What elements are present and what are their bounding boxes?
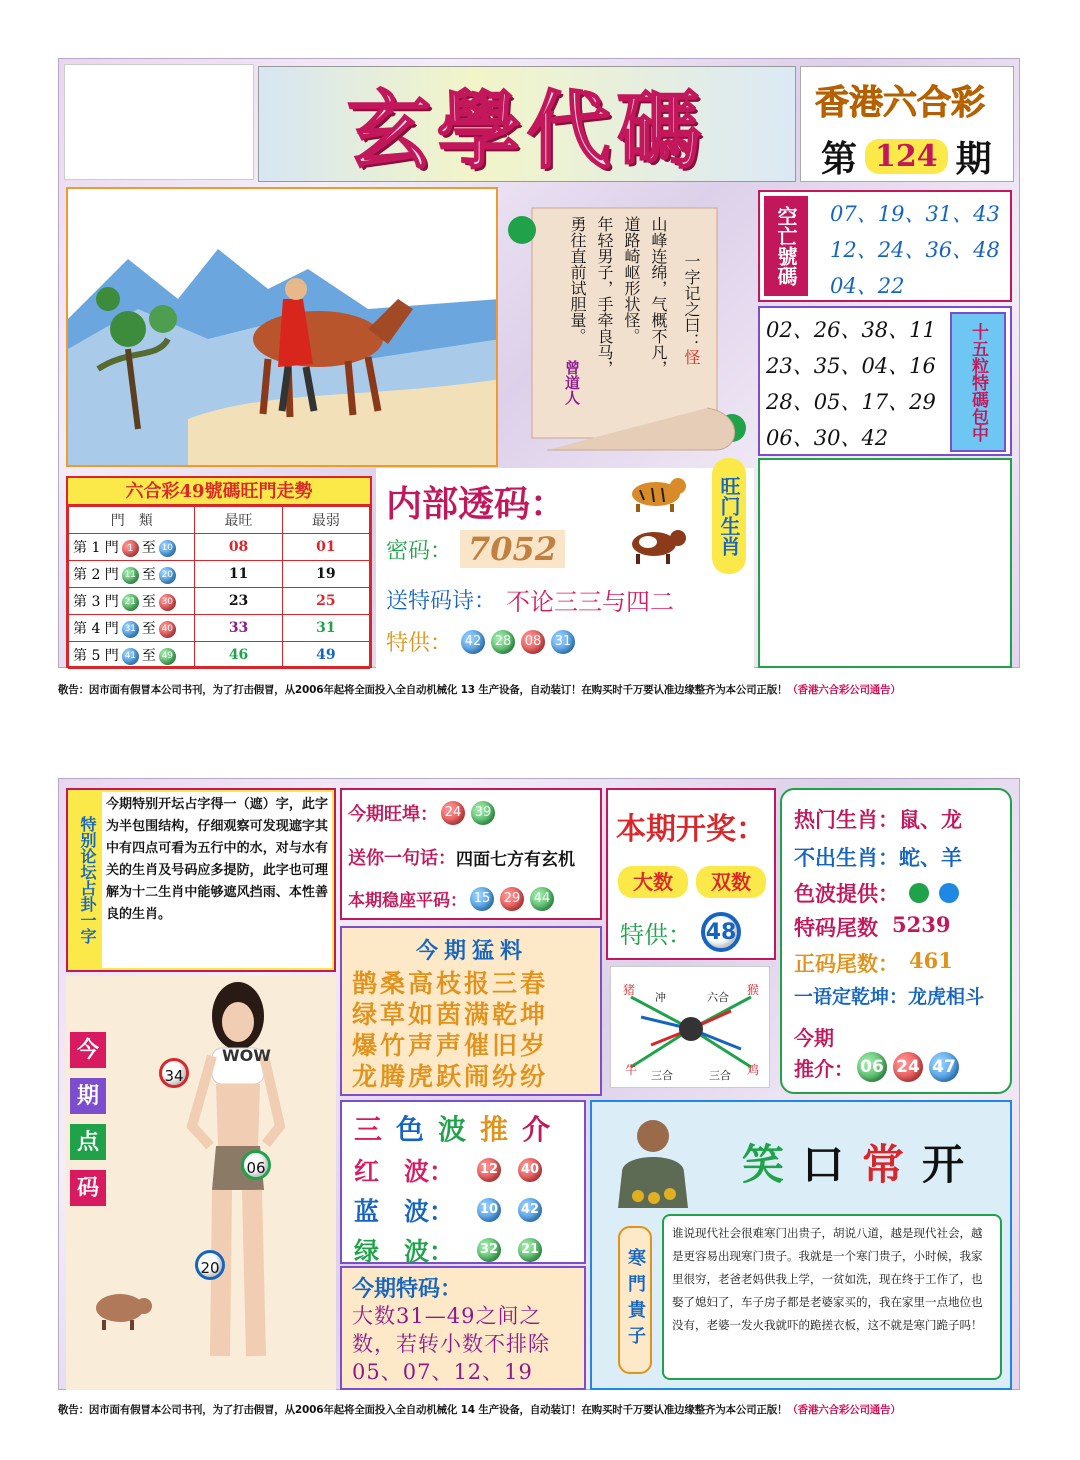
title-banner <box>258 66 796 182</box>
shirt-text: WOW <box>222 1046 271 1065</box>
gift-value: 四面七方有玄机 <box>456 849 575 870</box>
wave-label-red: 红 波： <box>354 1157 455 1186</box>
scroll-heading-text: 一字记之曰： <box>682 253 701 349</box>
wave-row-green <box>354 1232 545 1268</box>
special-code-box <box>340 1266 586 1390</box>
steady-ball-3: 44 <box>530 887 554 911</box>
special-label: 特供： <box>386 631 453 656</box>
door-sep: 至 <box>141 594 156 610</box>
worst-cell: 01 <box>282 534 369 561</box>
fierce-title: 今期猛料 <box>415 938 528 964</box>
draw-even: 双数 <box>696 866 766 898</box>
wang-ball-2: 39 <box>471 801 495 825</box>
wave-label-green: 绿 波： <box>354 1237 455 1266</box>
wave-row-red <box>354 1152 545 1188</box>
worst-cell: 31 <box>282 615 369 642</box>
compass-sanhe-2: 三合 <box>709 1069 731 1082</box>
cold-value: 蛇、羊 <box>899 845 962 870</box>
wave-ball-green-2: 21 <box>518 1238 542 1262</box>
compass-liuhe: 六合 <box>707 991 729 1004</box>
hot-row <box>794 804 962 834</box>
door-col-header: 門 類 <box>69 507 195 534</box>
tail-row <box>794 912 950 942</box>
door-cell <box>69 561 195 588</box>
wave-ball-blue-1: 10 <box>477 1198 501 1222</box>
ox-icon <box>626 522 688 566</box>
special-ball-4: 31 <box>551 630 575 654</box>
best-cell: 08 <box>195 534 282 561</box>
tiger-icon <box>626 470 688 514</box>
door-table-box <box>66 476 372 668</box>
pass-value: 7052 <box>460 530 565 568</box>
door-cell <box>69 588 195 615</box>
door-to-ball: 49 <box>159 648 176 665</box>
door-sep: 至 <box>141 567 156 583</box>
wave-title-3: 波 <box>438 1113 467 1146</box>
door-name: 第 5 門 <box>73 648 119 664</box>
steady-ball-2: 29 <box>500 887 524 911</box>
color-label: 色波提供： <box>794 881 899 906</box>
fifteen-line-1: 02、26、38、11 <box>766 318 936 342</box>
laugh-title-2: 口 <box>802 1140 845 1189</box>
door-sep: 至 <box>141 648 156 664</box>
laugh-title-4: 开 <box>922 1140 965 1189</box>
poor-label: 寒門貴子 <box>618 1226 652 1374</box>
money-bag-icon <box>608 1112 698 1212</box>
recommend-label-2: 推介： <box>794 1056 854 1081</box>
tail-label: 特码尾数 <box>794 915 878 940</box>
wang-label: 旺门生肖 <box>712 458 746 574</box>
forum-box <box>66 788 336 972</box>
color-row <box>794 878 959 908</box>
point-label-char-4: 码 <box>70 1170 106 1206</box>
special-code-text: 大数31—49之间之数，若转小数不排除05、07、12、19 <box>352 1304 550 1384</box>
scroll-line-2: 道路崎岖形状怪。 <box>622 216 641 344</box>
notice-tag: （香港六合彩公司通告） <box>787 1404 901 1416</box>
hot-value: 鼠、龙 <box>899 807 962 832</box>
compass-ox: 牛 <box>625 1063 638 1077</box>
door-from-ball: 31 <box>122 621 139 638</box>
wave-title <box>354 1108 550 1148</box>
fifteen-label: 十五粒特碼包中 <box>950 312 1006 452</box>
door-to-ball: 10 <box>159 540 176 557</box>
fifteen-line-2: 23、35、04、16 <box>766 354 936 378</box>
pass-label: 密码： <box>386 538 453 564</box>
green-dot-icon <box>909 883 929 903</box>
laugh-title-3: 常 <box>862 1140 905 1189</box>
special-ball-1: 42 <box>461 630 485 654</box>
fifteen-number-box <box>758 306 1012 456</box>
recommend-ball-3: 47 <box>929 1052 959 1082</box>
ztail-label: 正码尾数： <box>794 951 899 976</box>
compass-chong: 冲 <box>655 991 666 1004</box>
steady-ball-1: 15 <box>470 887 494 911</box>
inside-title: 内部透码： <box>386 483 567 525</box>
cold-label: 不出生肖： <box>794 845 899 870</box>
scroll-line-1: 山峰连绵，气概不凡， <box>649 216 668 376</box>
worst-cell: 19 <box>282 561 369 588</box>
door-name: 第 3 門 <box>73 594 119 610</box>
recommend-row <box>794 1052 962 1082</box>
door-name: 第 4 門 <box>73 621 119 637</box>
blue-dot-icon <box>939 883 959 903</box>
compass-box <box>610 966 770 1088</box>
point-ball-3: 20 <box>195 1250 225 1280</box>
issue-prefix: 第 <box>821 138 858 180</box>
steady-row <box>348 886 557 911</box>
wang-row <box>348 800 498 826</box>
mountain-horse-picture <box>68 189 498 467</box>
poem-row <box>386 582 674 617</box>
fierce-lines <box>352 968 548 1092</box>
scroll-line-3: 年轻男子，手牵良马， <box>595 216 614 376</box>
blank-box-top-left <box>64 64 254 180</box>
recommend-ball-1: 06 <box>857 1052 887 1082</box>
fifteen-line-3: 28、05、17、29 <box>766 390 936 414</box>
scroll-line-4: 勇往直前试胆量。 <box>568 216 587 344</box>
wave-ball-red-1: 12 <box>477 1158 501 1182</box>
wave-ball-green-1: 32 <box>477 1238 501 1262</box>
wave-title-1: 三 <box>354 1113 383 1146</box>
door-to-ball: 30 <box>159 594 176 611</box>
best-cell: 33 <box>195 615 282 642</box>
inside-code-box <box>376 468 754 668</box>
recommend-ball-2: 24 <box>893 1052 923 1082</box>
wave-ball-blue-2: 42 <box>518 1198 542 1222</box>
draw-title: 本期开奖： <box>616 812 766 847</box>
door-sep: 至 <box>141 540 156 556</box>
fierce-box <box>340 926 602 1096</box>
issue-suffix: 期 <box>955 138 992 180</box>
girl-panel <box>66 976 336 1390</box>
best-cell: 23 <box>195 588 282 615</box>
door-from-ball: 11 <box>122 567 139 584</box>
forum-label: 特别论坛占卦一字 <box>78 816 97 944</box>
wave-label-blue: 蓝 波： <box>354 1197 455 1226</box>
forum-text: 今期特别开坛占字得一（遮）字，此字为半包围结构，仔细观察可发现遮字其中有四点可看为五行中的水，对与水有关的生肖及号码应多提防，此字也可理解为十二生肖中能够遮风挡雨、本性善良的生肖。 <box>102 792 332 968</box>
ztail-row <box>794 948 953 978</box>
draw-special-row <box>620 912 744 952</box>
fierce-line-1: 鹊桑高枝报三春 <box>352 969 549 998</box>
kill-line-3: 04、22 <box>830 274 905 298</box>
special-row <box>386 626 578 657</box>
laugh-box <box>590 1100 1012 1390</box>
draw-big: 大数 <box>618 866 688 898</box>
special-ball-3: 08 <box>521 630 545 654</box>
kill-label: 空亡號碼 <box>764 196 808 296</box>
model-figure <box>176 976 296 1390</box>
laugh-title-1: 笑 <box>742 1140 785 1189</box>
page-title: 玄學代碼 <box>346 80 707 180</box>
worst-cell: 25 <box>282 588 369 615</box>
word-row <box>794 982 984 1009</box>
gift-label: 送你一句话： <box>348 848 456 869</box>
door-table-header <box>69 507 370 534</box>
horse-illustration <box>66 187 498 467</box>
table-row <box>69 615 370 642</box>
hot-zodiac-box <box>780 788 1012 1094</box>
wang-title: 今期旺埠： <box>348 804 438 825</box>
door-cell <box>69 534 195 561</box>
word-label: 一语定乾坤： <box>794 986 909 1008</box>
point-label-char-2: 期 <box>70 1078 106 1114</box>
special-code-title: 今期特码： <box>352 1276 463 1302</box>
fifteen-lines <box>766 312 936 456</box>
fierce-line-4: 龙腾虎跃闹纷纷 <box>352 1062 549 1091</box>
notice-text: 敬告：因市面有假冒本公司书刊，为了打击假冒，从2006年起将全面投入全自动机械化 13 生产设备，自动装订！在购买时千万要认准边缘整齐为本公司正版！ <box>58 684 788 696</box>
kill-line-2: 12、24、36、48 <box>830 238 1000 262</box>
top-notice <box>58 682 1020 697</box>
blank-box-right <box>758 458 1012 668</box>
pig-icon <box>90 1286 154 1332</box>
wang-ball-1: 24 <box>441 801 465 825</box>
kill-number-box <box>758 190 1012 302</box>
point-label-char-1: 今 <box>70 1032 106 1068</box>
laugh-title <box>742 1132 964 1192</box>
wave-title-2: 色 <box>396 1113 425 1146</box>
draw-special-label: 特供： <box>620 920 692 949</box>
fifteen-line-4: 06、30、42 <box>766 426 889 450</box>
hot-label: 热门生肖： <box>794 807 899 832</box>
worst-col-header: 最弱 <box>282 507 369 534</box>
point-label <box>70 1032 106 1206</box>
wave-box <box>340 1100 586 1264</box>
wave-title-5: 介 <box>522 1113 551 1146</box>
scroll-signature: 曾道人 <box>563 360 581 405</box>
door-name: 第 2 門 <box>73 567 119 583</box>
door-to-ball: 20 <box>159 567 176 584</box>
kill-lines <box>830 196 1000 304</box>
fierce-line-2: 绿草如茵满乾坤 <box>352 1000 549 1029</box>
point-label-char-3: 点 <box>70 1124 106 1160</box>
worst-cell: 49 <box>282 642 369 669</box>
gift-row <box>348 844 575 870</box>
wave-row-blue <box>354 1192 545 1228</box>
scroll-heading <box>680 253 703 365</box>
notice-text: 敬告：因市面有假冒本公司书刊，为了打击假冒，从2006年起将全面投入全自动机械化 14 生产设备，自动装订！在购买时千万要认准边缘整齐为本公司正版！ <box>58 1404 788 1416</box>
wang-box <box>340 788 602 920</box>
door-table <box>68 506 370 669</box>
door-sep: 至 <box>141 621 156 637</box>
best-cell: 46 <box>195 642 282 669</box>
cold-row <box>794 842 962 872</box>
poem-label: 送特码诗： <box>386 589 497 614</box>
steady-label: 本期稳座平码： <box>348 891 467 911</box>
scroll-answer: 怪 <box>682 349 701 365</box>
door-cell <box>69 642 195 669</box>
brand-name: 香港六合彩 <box>815 83 985 123</box>
door-table-title: 六合彩49號碼旺門走勢 <box>68 478 370 506</box>
bottom-notice <box>58 1402 1020 1417</box>
table-row <box>69 561 370 588</box>
poem-scroll <box>502 188 752 464</box>
issue-line <box>821 131 992 182</box>
recommend-label-1: 今期 <box>794 1026 834 1050</box>
fierce-line-3: 爆竹声声催旧岁 <box>352 1031 549 1060</box>
door-from-ball: 41 <box>122 648 139 665</box>
poor-text: 谁说现代社会很难寒门出贵子，胡说八道，越是现代社会，越是更容易出现寒门贵子。我就是一个寒门贵子，小时候，我家里很穷，老爸老妈供我上学，一贫如洗，现在终于工作了，也娶了媳妇了，车子房子都是老婆家买的，我在家里一点地位也没有，老婆一发火我就吓的跪搓衣板，这不就是寒门跪子吗！ <box>662 1214 1002 1380</box>
door-cell <box>69 615 195 642</box>
pass-row <box>386 530 565 568</box>
table-row <box>69 588 370 615</box>
scroll-poem <box>566 216 670 376</box>
kill-line-1: 07、19、31、43 <box>830 202 1000 226</box>
compass-sanhe-1: 三合 <box>651 1069 673 1082</box>
draw-box <box>606 788 776 960</box>
notice-tag: （香港六合彩公司通告） <box>787 684 901 696</box>
door-from-ball: 21 <box>122 594 139 611</box>
table-row <box>69 534 370 561</box>
door-from-ball: 1 <box>122 540 139 557</box>
door-name: 第 1 門 <box>73 540 119 556</box>
draw-special-ball: 48 <box>701 912 741 952</box>
compass-rooster: 鸡 <box>747 1063 760 1077</box>
issue-number: 124 <box>865 139 948 174</box>
poem-value: 不论三三与四二 <box>506 588 675 616</box>
ztail-value: 461 <box>909 948 953 973</box>
point-ball-1: 34 <box>159 1058 189 1088</box>
compass-monkey: 猴 <box>747 983 760 997</box>
table-row <box>69 642 370 669</box>
word-value: 龙虎相斗 <box>908 986 985 1008</box>
special-ball-2: 28 <box>491 630 515 654</box>
issue-box <box>800 66 1014 182</box>
point-ball-2: 06 <box>241 1150 271 1180</box>
compass-pig: 猪 <box>623 983 636 997</box>
tail-value: 5239 <box>892 912 951 937</box>
best-col-header: 最旺 <box>195 507 282 534</box>
door-to-ball: 40 <box>159 621 176 638</box>
wave-ball-red-2: 40 <box>518 1158 542 1182</box>
wave-title-4: 推 <box>480 1113 509 1146</box>
best-cell: 11 <box>195 561 282 588</box>
